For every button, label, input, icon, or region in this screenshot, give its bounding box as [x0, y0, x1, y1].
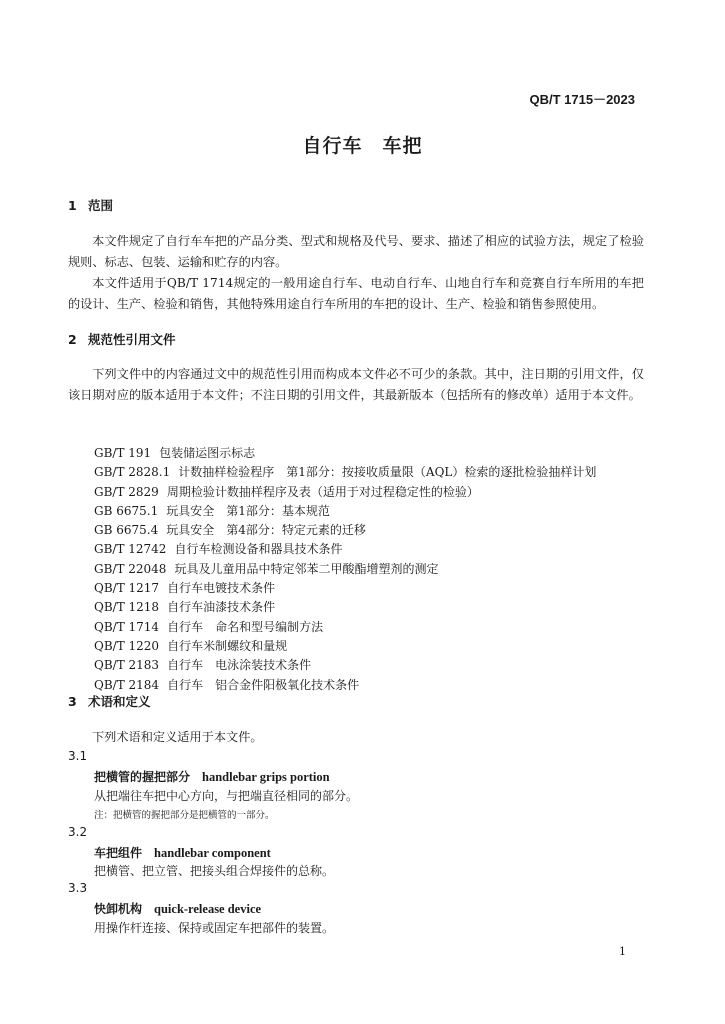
- reference-code: GB/T 191: [94, 446, 152, 460]
- section-2-intro: 下列文件中的内容通过文中的规范性引用而构成本文件必不可少的条款。其中，注日期的引用文件，仅该日期对应的版本适用于本文件；不注日期的引用文件，其最新版本（包括所有的修改单）适用于本文件。: [68, 367, 644, 402]
- reference-item: [94, 521, 596, 540]
- reference-code: GB 6675.4: [94, 523, 159, 538]
- reference-name: 包装储运图示标志: [159, 446, 256, 460]
- reference-item: [94, 676, 596, 695]
- term-definition: 把横管、把立管、把接头组合焊接件的总称。: [94, 864, 335, 878]
- reference-code: QB/T 1217: [94, 581, 160, 596]
- reference-code: GB/T 2829: [94, 484, 159, 499]
- reference-item: [94, 618, 596, 637]
- reference-name: 玩具安全 第1部分：基本规范: [166, 503, 330, 518]
- reference-code: QB/T 2184: [94, 677, 160, 692]
- reference-item: [94, 579, 596, 598]
- term-definition: 从把端往车把中心方向，与把端直径相同的部分。: [94, 789, 359, 803]
- reference-name: 自行车电镀技术条件: [167, 581, 276, 596]
- term-title: [94, 844, 271, 861]
- section-number: 1: [68, 198, 77, 213]
- reference-name: 玩具安全 第4部分：特定元素的迁移: [166, 523, 366, 538]
- reference-code: QB/T 1218: [94, 600, 160, 615]
- section-number: 2: [68, 332, 77, 347]
- page-number: 1: [619, 945, 626, 958]
- section-title: 规范性引用文件: [88, 332, 176, 347]
- term-note: 注：把横管的握把部分是把横管的一部分。: [94, 810, 275, 821]
- reference-code: QB/T 2183: [94, 658, 160, 673]
- reference-item: [94, 637, 596, 656]
- reference-code: GB/T 22048: [94, 561, 167, 576]
- reference-item: [94, 656, 596, 675]
- reference-name: 自行车米制螺纹和量规: [167, 638, 288, 653]
- document-title: 自行车 车把: [302, 135, 423, 157]
- section-3-intro: 下列术语和定义适用于本文件。: [92, 730, 263, 744]
- reference-name: 计数抽样检验程序 第1部分：按接收质量限（AQL）检索的逐批检验抽样计划: [178, 465, 597, 480]
- term-zh: 车把组件: [94, 846, 143, 860]
- section-2-heading: [68, 330, 176, 348]
- reference-item: [94, 463, 596, 482]
- reference-name: 自行车检测设备和器具技术条件: [174, 542, 343, 557]
- reference-code: QB/T 1220: [94, 638, 160, 653]
- term-en: handlebar grips portion: [202, 770, 330, 784]
- section-3-heading: [68, 692, 151, 710]
- term-number: 3.2: [68, 825, 88, 839]
- reference-code: GB/T 2828.1: [94, 465, 171, 480]
- section-1-paragraph-1: 本文件规定了自行车车把的产品分类、型式和规格及代号、要求、描述了相应的试验方法，规定了检验规则、标志、包装、运输和贮存的内容。: [68, 234, 644, 269]
- reference-code: QB/T 1714: [94, 619, 160, 634]
- term-en: quick-release device: [154, 902, 262, 916]
- reference-code: GB/T 12742: [94, 542, 167, 557]
- standard-code: QB/T 1715－2023: [529, 92, 635, 107]
- normative-reference-list: [94, 444, 596, 695]
- reference-item: [94, 502, 596, 521]
- reference-name: 玩具及儿童用品中特定邻苯二甲酸酯增塑剂的测定: [174, 561, 439, 576]
- reference-code: GB 6675.1: [94, 503, 159, 518]
- section-1-heading: [68, 196, 113, 214]
- reference-item: [94, 598, 596, 617]
- term-zh: 快卸机构: [94, 902, 143, 916]
- reference-item: [94, 540, 596, 559]
- reference-name: 周期检验计数抽样程序及表（适用于对过程稳定性的检验）: [166, 484, 479, 499]
- term-title: [94, 900, 261, 917]
- term-number: 3.3: [68, 881, 88, 895]
- reference-name: 自行车 命名和型号编制方法: [167, 619, 324, 634]
- term-number: 3.1: [68, 749, 88, 763]
- section-title: 范围: [88, 198, 114, 213]
- reference-name: 自行车 电泳涂装技术条件: [167, 658, 312, 673]
- section-number: 3: [68, 694, 77, 709]
- term-title: [94, 768, 330, 785]
- section-title: 术语和定义: [88, 694, 151, 709]
- reference-name: 自行车 铝合金件阳极氧化技术条件: [167, 677, 360, 692]
- reference-name: 自行车油漆技术条件: [167, 600, 276, 615]
- term-en: handlebar component: [154, 846, 271, 860]
- section-1-paragraph-2: 本文件适用于QB/T 1714规定的一般用途自行车、电动自行车、山地自行车和竞赛自行车所用的车把的设计、生产、检验和销售，其他特殊用途自行车所用的车把的设计、生产、检验和销售参照使用。: [68, 276, 644, 311]
- term-zh: 把横管的握把部分: [94, 770, 191, 784]
- reference-item: [94, 483, 596, 502]
- reference-item: [94, 444, 596, 463]
- term-definition: 用操作杆连接、保持或固定车把部件的装置。: [94, 921, 335, 935]
- reference-item: [94, 560, 596, 579]
